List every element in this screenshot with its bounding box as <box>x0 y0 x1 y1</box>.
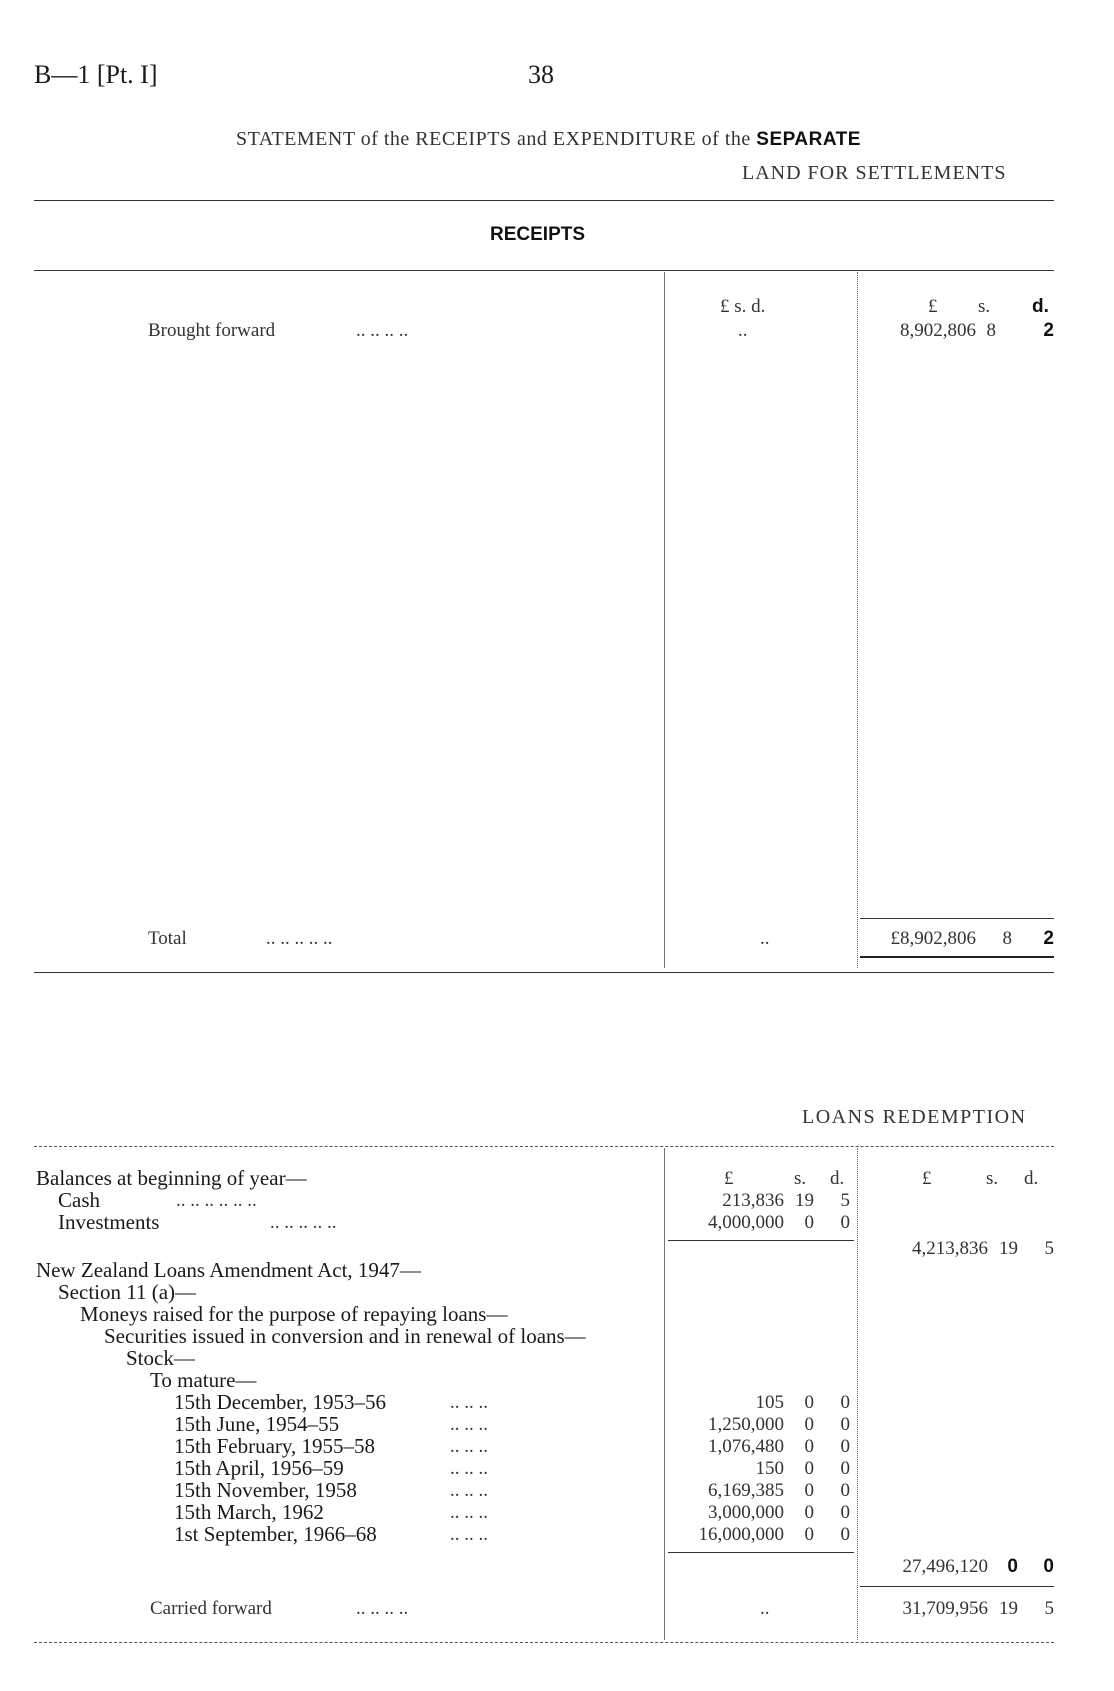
cash-pence: 5 <box>840 1190 850 1211</box>
stock-row-pence: 0 <box>840 1436 850 1457</box>
stock-row-shillings: 0 <box>804 1524 814 1545</box>
carried-forward-shillings: 19 <box>999 1598 1018 1619</box>
carried-forward-top-rule <box>860 1586 1054 1587</box>
stock-row-pence: 0 <box>840 1480 850 1501</box>
loans-col-head-right-s: s. <box>986 1168 999 1189</box>
brought-forward-pounds: 8,902,806 <box>900 320 976 341</box>
investments-pounds: 4,000,000 <box>708 1212 784 1233</box>
stock-row-label: 1st September, 1966–68 <box>174 1522 377 1546</box>
cash-label: Cash <box>58 1188 100 1212</box>
stock-row-leader: .. .. .. <box>450 1392 488 1413</box>
stock-row-pence: 0 <box>840 1524 850 1545</box>
loans-col-head-right-pound: £ <box>922 1168 932 1189</box>
total-shillings: 8 <box>1002 928 1012 949</box>
stock-row-pence: 0 <box>840 1392 850 1413</box>
receipts-top-rule <box>34 270 1054 271</box>
stock-row-label: 15th December, 1953–56 <box>174 1390 387 1414</box>
stock-row-pounds: 6,169,385 <box>708 1480 784 1501</box>
total-pounds: £8,902,806 <box>890 928 976 949</box>
investments-label: Investments <box>58 1210 160 1234</box>
stock-label: Stock— <box>126 1346 195 1370</box>
securities-label: Securities issued in conversion and in renewal of loans— <box>104 1324 586 1348</box>
page-number: 38 <box>528 60 554 89</box>
total-mid: .. <box>760 928 770 949</box>
moneys-label: Moneys raised for the purpose of repaying loans— <box>80 1302 508 1326</box>
stock-row-label: 15th February, 1955–58 <box>174 1434 376 1458</box>
brought-forward-leader: .. .. .. .. <box>356 320 409 341</box>
stock-row-leader: .. .. .. <box>450 1436 488 1457</box>
receipts-column-divider-1 <box>664 272 665 968</box>
balances-total-pence: 5 <box>1044 1238 1054 1259</box>
stock-total-pounds: 27,496,120 <box>902 1556 988 1577</box>
loans-col-head-right-d: d. <box>1024 1168 1039 1189</box>
stock-row-leader: .. .. .. <box>450 1524 488 1545</box>
carried-forward-label: Carried forward <box>150 1598 272 1619</box>
brought-forward-mid: .. <box>738 320 748 341</box>
stock-row-pounds: 150 <box>755 1458 784 1479</box>
stock-row-label: 15th November, 1958 <box>174 1478 357 1502</box>
receipts-column-divider-2 <box>857 272 858 968</box>
carried-forward-leader: .. .. .. .. <box>356 1598 409 1619</box>
brought-forward-pence: 2 <box>1043 320 1054 341</box>
loans-col-head-left-s: s. <box>794 1168 807 1189</box>
stock-total-pence: 0 <box>1043 1556 1054 1577</box>
brought-forward-label: Brought forward <box>148 320 276 341</box>
total-pence: 2 <box>1043 928 1054 949</box>
statement-title-separate: SEPARATE <box>756 129 861 150</box>
carried-forward-pounds: 31,709,956 <box>902 1598 988 1619</box>
stock-row-shillings: 0 <box>804 1436 814 1457</box>
stock-row-pence: 0 <box>840 1502 850 1523</box>
total-label: Total <box>148 928 187 949</box>
stock-row-label: 15th April, 1956–59 <box>174 1456 344 1480</box>
stock-row-pounds: 105 <box>755 1392 784 1413</box>
loans-col-head-left-pound: £ <box>724 1168 734 1189</box>
statement-title-line1 <box>236 128 861 151</box>
balances-total-pounds: 4,213,836 <box>912 1238 988 1259</box>
stock-row-pounds: 1,250,000 <box>708 1414 784 1435</box>
balances-total-shillings: 19 <box>999 1238 1018 1259</box>
stock-row-leader: .. .. .. <box>450 1502 488 1523</box>
stock-row-shillings: 0 <box>804 1480 814 1501</box>
stock-total-shillings: 0 <box>1007 1556 1018 1577</box>
total-top-rule <box>860 918 1054 919</box>
stock-row-pounds: 16,000,000 <box>698 1524 784 1545</box>
header-rule <box>34 200 1054 201</box>
stock-row-label: 15th June, 1954–55 <box>174 1412 340 1436</box>
cash-shillings: 19 <box>795 1190 814 1211</box>
stock-row-label: 15th March, 1962 <box>174 1500 324 1524</box>
document-reference: B—1 [Pt. I] <box>34 60 158 89</box>
loans-bottom-rule <box>34 1642 1054 1643</box>
stock-row-leader: .. .. .. <box>450 1480 488 1501</box>
investments-shillings: 0 <box>804 1212 814 1233</box>
loans-column-divider-1 <box>664 1148 665 1640</box>
section-label: Section 11 (a)— <box>58 1280 197 1304</box>
stock-row-leader: .. .. .. <box>450 1458 488 1479</box>
cash-leader: .. .. .. .. .. .. <box>176 1190 257 1211</box>
receipts-heading: RECEIPTS <box>490 224 586 245</box>
receipts-bottom-rule <box>34 972 1054 973</box>
brought-forward-shillings: 8 <box>986 320 996 341</box>
loans-redemption-heading: LOANS REDEMPTION <box>802 1106 1027 1128</box>
stock-row-pounds: 1,076,480 <box>708 1436 784 1457</box>
stock-row-shillings: 0 <box>804 1458 814 1479</box>
total-double-rule <box>860 956 1054 958</box>
act-label: New Zealand Loans Amendment Act, 1947— <box>36 1258 421 1282</box>
stock-row-pounds: 3,000,000 <box>708 1502 784 1523</box>
carried-forward-mid: .. <box>760 1598 770 1619</box>
loans-top-rule <box>34 1146 1054 1147</box>
cash-pounds: 213,836 <box>722 1190 784 1211</box>
investments-leader: .. .. .. .. .. <box>270 1212 337 1233</box>
balances-subtotal-rule <box>668 1240 854 1241</box>
stock-row-leader: .. .. .. <box>450 1414 488 1435</box>
loans-column-divider-2 <box>857 1148 858 1640</box>
stock-row-pence: 0 <box>840 1414 850 1435</box>
stock-subtotal-rule <box>668 1552 854 1553</box>
carried-forward-pence: 5 <box>1044 1598 1054 1619</box>
mature-label: To mature— <box>150 1368 257 1392</box>
loans-col-head-left-d: d. <box>830 1168 845 1189</box>
stock-row-pence: 0 <box>840 1458 850 1479</box>
receipts-col-head-s: s. <box>978 296 991 317</box>
statement-title-text: STATEMENT of the RECEIPTS and EXPENDITURE of the <box>236 128 751 150</box>
receipts-col-head-pound: £ <box>928 296 938 317</box>
receipts-col-head-d: d. <box>1032 296 1049 317</box>
balances-label: Balances at beginning of year— <box>36 1166 307 1190</box>
total-leader: .. .. .. .. .. <box>266 928 333 949</box>
stock-row-shillings: 0 <box>804 1502 814 1523</box>
statement-title-line2: LAND FOR SETTLEMENTS <box>742 162 1007 184</box>
receipts-col-head-left: £ s. d. <box>720 296 766 317</box>
stock-row-shillings: 0 <box>804 1414 814 1435</box>
stock-row-shillings: 0 <box>804 1392 814 1413</box>
investments-pence: 0 <box>840 1212 850 1233</box>
